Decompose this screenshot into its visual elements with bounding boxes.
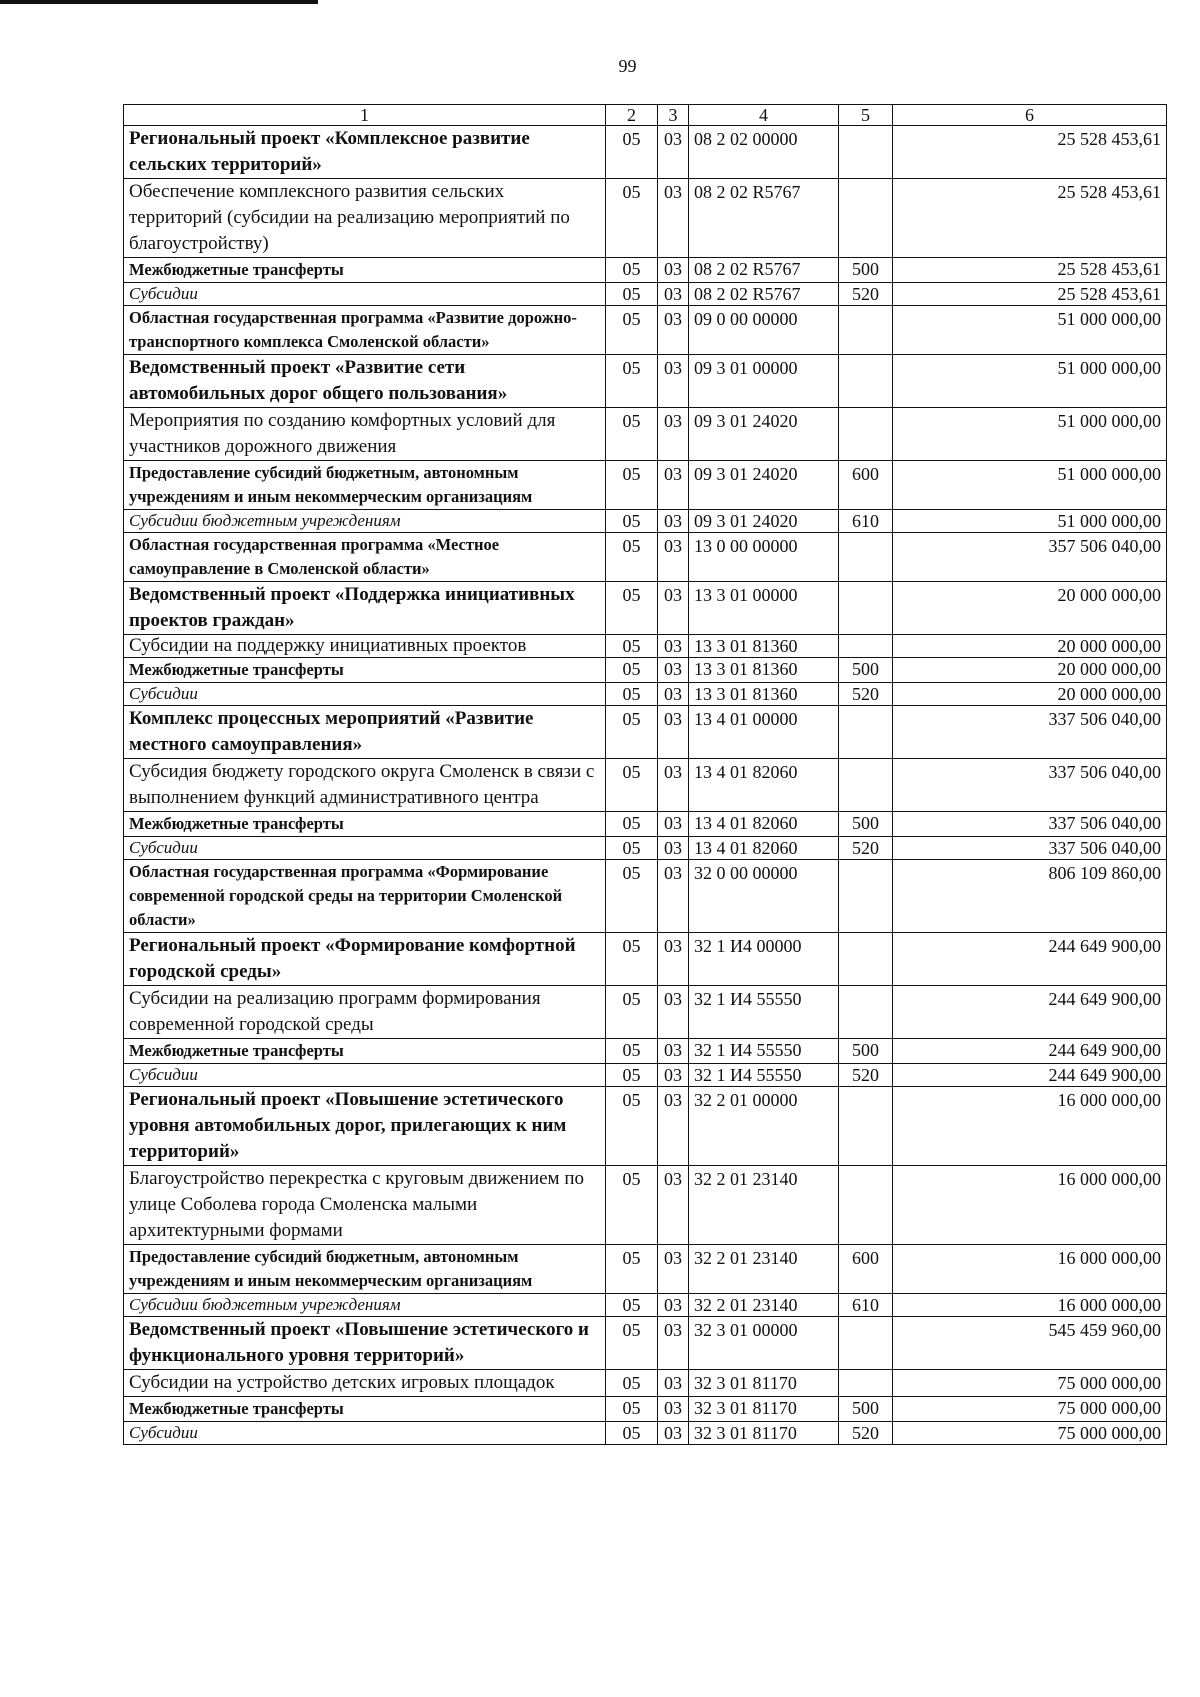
table-row [124,1039,1167,1064]
table-row [124,1245,1167,1294]
row-name-cell: Ведомственный проект «Поддержка инициативных проектов граждан» [124,582,606,635]
table-row [124,635,1167,658]
table-row [124,933,1167,986]
subsection-code-cell: 03 [658,683,689,706]
expense-type-cell [839,706,893,759]
row-name-cell: Межбюджетные трансферты [124,1397,606,1422]
subsection-code-cell: 03 [658,860,689,933]
amount-cell: 16 000 000,00 [893,1166,1167,1245]
table-row [124,408,1167,461]
amount-cell: 51 000 000,00 [893,461,1167,510]
subsection-code-cell: 03 [658,658,689,683]
amount-cell: 20 000 000,00 [893,582,1167,635]
expense-type-cell [839,306,893,355]
amount-cell: 337 506 040,00 [893,759,1167,812]
subsection-code-cell: 03 [658,1064,689,1087]
table-row [124,1166,1167,1245]
section-code-cell: 05 [606,1397,658,1422]
section-code-cell: 05 [606,1422,658,1445]
target-article-cell: 13 3 01 81360 [689,683,839,706]
subsection-code-cell: 03 [658,510,689,533]
section-code-cell: 05 [606,408,658,461]
target-article-cell: 13 4 01 82060 [689,812,839,837]
row-name-cell: Предоставление субсидий бюджетным, автономным учреждениям и иным некоммерческим организациям [124,461,606,510]
target-article-cell: 09 3 01 24020 [689,408,839,461]
row-name-cell: Субсидии на поддержку инициативных проектов [124,635,606,658]
target-article-cell: 13 4 01 82060 [689,759,839,812]
amount-cell: 25 528 453,61 [893,126,1167,179]
expense-type-cell [839,408,893,461]
target-article-cell: 32 1 И4 55550 [689,986,839,1039]
target-article-cell: 32 2 01 23140 [689,1166,839,1245]
section-code-cell: 05 [606,759,658,812]
section-code-cell: 05 [606,683,658,706]
table-row [124,706,1167,759]
expense-type-cell [839,126,893,179]
subsection-code-cell: 03 [658,533,689,582]
section-code-cell: 05 [606,510,658,533]
expense-type-cell: 520 [839,683,893,706]
row-name-cell: Предоставление субсидий бюджетным, автономным учреждениям и иным некоммерческим организациям [124,1245,606,1294]
target-article-cell: 32 3 01 81170 [689,1397,839,1422]
subsection-code-cell: 03 [658,986,689,1039]
subsection-code-cell: 03 [658,706,689,759]
table-row [124,1397,1167,1422]
row-name-cell: Субсидии бюджетным учреждениям [124,510,606,533]
row-name-cell: Субсидии [124,283,606,306]
amount-cell: 25 528 453,61 [893,179,1167,258]
amount-cell: 545 459 960,00 [893,1317,1167,1370]
target-article-cell: 13 0 00 00000 [689,533,839,582]
header-col-5: 5 [839,105,893,126]
row-name-cell: Субсидии [124,683,606,706]
amount-cell: 20 000 000,00 [893,658,1167,683]
row-name-cell: Субсидии [124,1422,606,1445]
section-code-cell: 05 [606,1370,658,1397]
table-row [124,759,1167,812]
amount-cell: 25 528 453,61 [893,258,1167,283]
row-name-cell: Субсидии на реализацию программ формирования современной городской среды [124,986,606,1039]
page-number: 99 [618,56,637,76]
section-code-cell: 05 [606,306,658,355]
section-code-cell: 05 [606,355,658,408]
amount-cell: 75 000 000,00 [893,1397,1167,1422]
target-article-cell: 32 2 01 23140 [689,1294,839,1317]
table-row [124,179,1167,258]
amount-cell: 244 649 900,00 [893,1039,1167,1064]
expense-type-cell: 520 [839,1422,893,1445]
target-article-cell: 13 4 01 82060 [689,837,839,860]
expense-type-cell: 600 [839,461,893,510]
amount-cell: 51 000 000,00 [893,355,1167,408]
expense-type-cell [839,860,893,933]
subsection-code-cell: 03 [658,179,689,258]
table-row [124,258,1167,283]
expense-type-cell: 520 [839,283,893,306]
expense-type-cell [839,1087,893,1166]
amount-cell: 357 506 040,00 [893,533,1167,582]
top-edge-rule [0,0,318,4]
subsection-code-cell: 03 [658,1422,689,1445]
table-row [124,533,1167,582]
target-article-cell: 08 2 02 00000 [689,126,839,179]
section-code-cell: 05 [606,1166,658,1245]
table-row [124,658,1167,683]
expense-type-cell [839,355,893,408]
row-name-cell: Региональный проект «Повышение эстетического уровня автомобильных дорог, прилегающих к ним территорий» [124,1087,606,1166]
section-code-cell: 05 [606,533,658,582]
amount-cell: 51 000 000,00 [893,510,1167,533]
subsection-code-cell: 03 [658,759,689,812]
row-name-cell: Межбюджетные трансферты [124,812,606,837]
row-name-cell: Областная государственная программа «Развитие дорожно-транспортного комплекса Смоленской области» [124,306,606,355]
expense-type-cell [839,759,893,812]
section-code-cell: 05 [606,179,658,258]
row-name-cell: Межбюджетные трансферты [124,258,606,283]
section-code-cell: 05 [606,658,658,683]
subsection-code-cell: 03 [658,355,689,408]
subsection-code-cell: 03 [658,283,689,306]
subsection-code-cell: 03 [658,837,689,860]
target-article-cell: 09 3 01 00000 [689,355,839,408]
row-name-cell: Ведомственный проект «Развитие сети автомобильных дорог общего пользования» [124,355,606,408]
amount-cell: 337 506 040,00 [893,706,1167,759]
row-name-cell: Субсидии на устройство детских игровых площадок [124,1370,606,1397]
amount-cell: 244 649 900,00 [893,986,1167,1039]
row-name-cell: Обеспечение комплексного развития сельских территорий (субсидии на реализацию мероприятий по благоустройству) [124,179,606,258]
section-code-cell: 05 [606,837,658,860]
table-row [124,860,1167,933]
row-name-cell: Областная государственная программа «Формирование современной городской среды на территории Смоленской области» [124,860,606,933]
table-row [124,1087,1167,1166]
table-row [124,1422,1167,1445]
amount-cell: 16 000 000,00 [893,1245,1167,1294]
row-name-cell: Региональный проект «Формирование комфортной городской среды» [124,933,606,986]
row-name-cell: Субсидии [124,1064,606,1087]
table-row [124,510,1167,533]
amount-cell: 337 506 040,00 [893,812,1167,837]
row-name-cell: Областная государственная программа «Местное самоуправление в Смоленской области» [124,533,606,582]
expense-type-cell [839,635,893,658]
header-col-2: 2 [606,105,658,126]
expense-type-cell: 500 [839,658,893,683]
amount-cell: 25 528 453,61 [893,283,1167,306]
expense-type-cell: 500 [839,1397,893,1422]
section-code-cell: 05 [606,126,658,179]
amount-cell: 806 109 860,00 [893,860,1167,933]
expense-type-cell [839,1370,893,1397]
target-article-cell: 32 3 01 81170 [689,1370,839,1397]
subsection-code-cell: 03 [658,1087,689,1166]
subsection-code-cell: 03 [658,1397,689,1422]
target-article-cell: 09 0 00 00000 [689,306,839,355]
row-name-cell: Региональный проект «Комплексное развитие сельских территорий» [124,126,606,179]
expense-type-cell [839,1317,893,1370]
table-row [124,1064,1167,1087]
row-name-cell: Субсидии бюджетным учреждениям [124,1294,606,1317]
row-name-cell: Субсидии [124,837,606,860]
expense-type-cell: 500 [839,1039,893,1064]
target-article-cell: 32 3 01 81170 [689,1422,839,1445]
subsection-code-cell: 03 [658,258,689,283]
target-article-cell: 13 4 01 00000 [689,706,839,759]
subsection-code-cell: 03 [658,1370,689,1397]
subsection-code-cell: 03 [658,1317,689,1370]
target-article-cell: 13 3 01 00000 [689,582,839,635]
expense-type-cell: 520 [839,837,893,860]
target-article-cell: 32 1 И4 55550 [689,1064,839,1087]
target-article-cell: 32 3 01 00000 [689,1317,839,1370]
row-name-cell: Ведомственный проект «Повышение эстетического и функционального уровня территорий» [124,1317,606,1370]
subsection-code-cell: 03 [658,635,689,658]
target-article-cell: 08 2 02 R5767 [689,283,839,306]
section-code-cell: 05 [606,860,658,933]
subsection-code-cell: 03 [658,1245,689,1294]
budget-table [123,104,1167,1445]
section-code-cell: 05 [606,1317,658,1370]
table-row [124,1294,1167,1317]
expense-type-cell: 600 [839,1245,893,1294]
target-article-cell: 13 3 01 81360 [689,635,839,658]
subsection-code-cell: 03 [658,1039,689,1064]
table-row [124,126,1167,179]
table-row [124,355,1167,408]
table-row [124,1317,1167,1370]
table-row [124,986,1167,1039]
subsection-code-cell: 03 [658,126,689,179]
expense-type-cell: 610 [839,510,893,533]
section-code-cell: 05 [606,635,658,658]
expense-type-cell: 520 [839,1064,893,1087]
amount-cell: 20 000 000,00 [893,635,1167,658]
amount-cell: 244 649 900,00 [893,933,1167,986]
amount-cell: 75 000 000,00 [893,1370,1167,1397]
expense-type-cell [839,1166,893,1245]
subsection-code-cell: 03 [658,461,689,510]
row-name-cell: Благоустройство перекрестка с круговым движением по улице Соболева города Смоленска малыми архитектурными формами [124,1166,606,1245]
section-code-cell: 05 [606,1245,658,1294]
header-col-3: 3 [658,105,689,126]
target-article-cell: 32 1 И4 00000 [689,933,839,986]
row-name-cell: Мероприятия по созданию комфортных условий для участников дорожного движения [124,408,606,461]
target-article-cell: 13 3 01 81360 [689,658,839,683]
section-code-cell: 05 [606,1064,658,1087]
expense-type-cell [839,986,893,1039]
row-name-cell: Субсидия бюджету городского округа Смоленск в связи с выполнением функций административного центра [124,759,606,812]
amount-cell: 51 000 000,00 [893,408,1167,461]
subsection-code-cell: 03 [658,933,689,986]
row-name-cell: Межбюджетные трансферты [124,658,606,683]
amount-cell: 337 506 040,00 [893,837,1167,860]
header-col-1: 1 [124,105,606,126]
expense-type-cell [839,582,893,635]
subsection-code-cell: 03 [658,306,689,355]
amount-cell: 20 000 000,00 [893,683,1167,706]
section-code-cell: 05 [606,812,658,837]
amount-cell: 75 000 000,00 [893,1422,1167,1445]
header-col-6: 6 [893,105,1167,126]
target-article-cell: 09 3 01 24020 [689,461,839,510]
table-row [124,283,1167,306]
subsection-code-cell: 03 [658,1166,689,1245]
section-code-cell: 05 [606,461,658,510]
table-row [124,1370,1167,1397]
row-name-cell: Комплекс процессных мероприятий «Развитие местного самоуправления» [124,706,606,759]
subsection-code-cell: 03 [658,812,689,837]
table-row [124,582,1167,635]
expense-type-cell [839,179,893,258]
section-code-cell: 05 [606,1087,658,1166]
section-code-cell: 05 [606,933,658,986]
section-code-cell: 05 [606,706,658,759]
table-row [124,812,1167,837]
header-col-4: 4 [689,105,839,126]
target-article-cell: 32 0 00 00000 [689,860,839,933]
target-article-cell: 32 1 И4 55550 [689,1039,839,1064]
row-name-cell: Межбюджетные трансферты [124,1039,606,1064]
target-article-cell: 32 2 01 00000 [689,1087,839,1166]
section-code-cell: 05 [606,1294,658,1317]
table-header-row [124,105,1167,126]
amount-cell: 16 000 000,00 [893,1294,1167,1317]
section-code-cell: 05 [606,986,658,1039]
table-row [124,461,1167,510]
expense-type-cell: 500 [839,812,893,837]
amount-cell: 16 000 000,00 [893,1087,1167,1166]
section-code-cell: 05 [606,582,658,635]
subsection-code-cell: 03 [658,1294,689,1317]
subsection-code-cell: 03 [658,582,689,635]
amount-cell: 244 649 900,00 [893,1064,1167,1087]
expense-type-cell: 500 [839,258,893,283]
target-article-cell: 08 2 02 R5767 [689,179,839,258]
expense-type-cell [839,533,893,582]
target-article-cell: 32 2 01 23140 [689,1245,839,1294]
amount-cell: 51 000 000,00 [893,306,1167,355]
expense-type-cell: 610 [839,1294,893,1317]
table-row [124,306,1167,355]
section-code-cell: 05 [606,283,658,306]
target-article-cell: 09 3 01 24020 [689,510,839,533]
expense-type-cell [839,933,893,986]
table-row [124,837,1167,860]
section-code-cell: 05 [606,1039,658,1064]
table-row [124,683,1167,706]
section-code-cell: 05 [606,258,658,283]
target-article-cell: 08 2 02 R5767 [689,258,839,283]
subsection-code-cell: 03 [658,408,689,461]
